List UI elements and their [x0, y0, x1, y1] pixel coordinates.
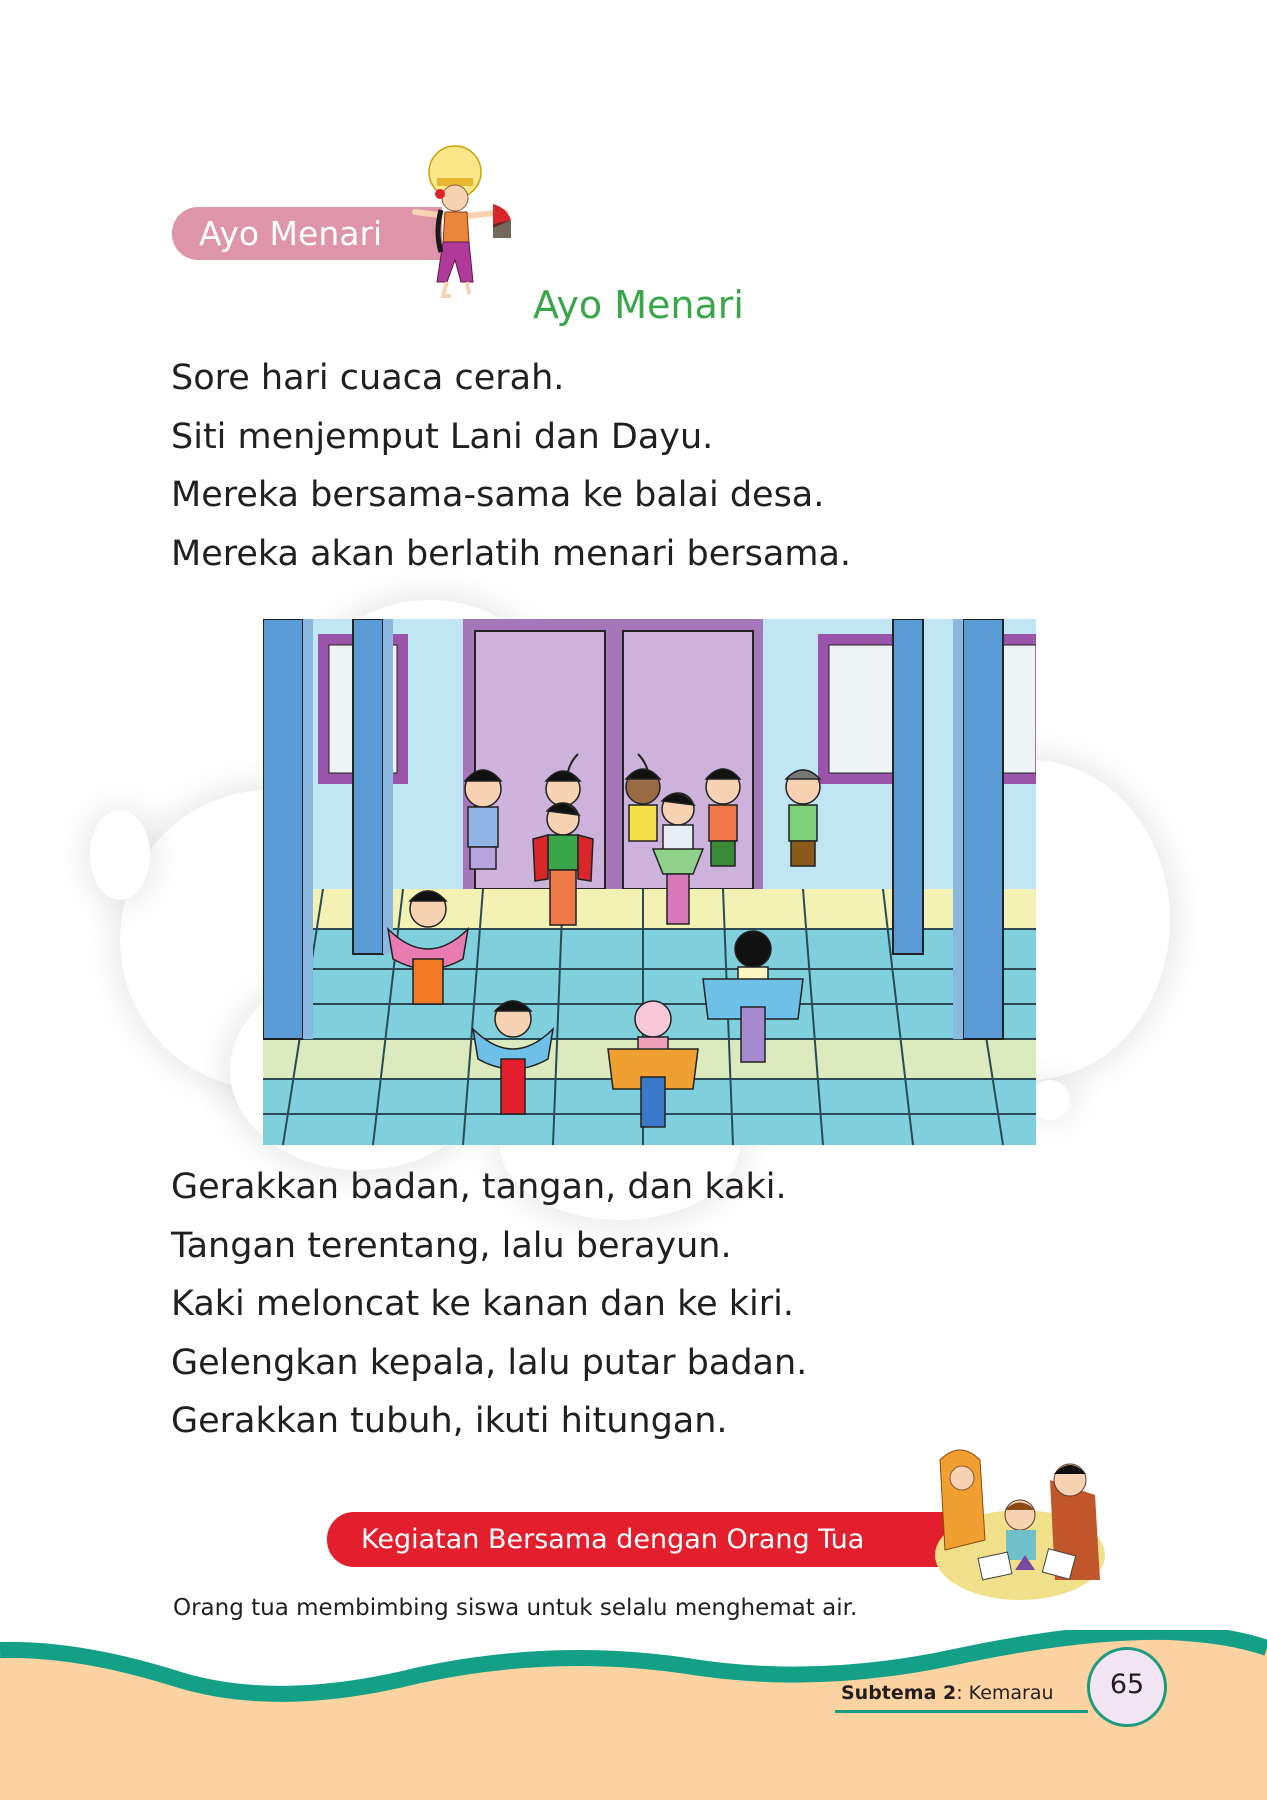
page-number: 65	[1087, 1647, 1167, 1727]
story-line: Sore hari cuaca cerah.	[171, 358, 565, 398]
parent-note: Orang tua membimbing siswa untuk selalu menghemat air.	[173, 1595, 858, 1621]
story-line: Mereka akan berlatih menari bersama.	[171, 533, 852, 574]
subtema-label	[841, 1681, 1054, 1705]
subtema-underline	[835, 1710, 1088, 1713]
subtema-name: : Kemarau	[956, 1682, 1054, 1704]
story-paragraph-2	[171, 1158, 807, 1451]
section-header-pill	[172, 207, 442, 260]
story-paragraph-1	[171, 349, 851, 583]
story-line: Gerakkan tubuh, ikuti hitungan.	[171, 1401, 728, 1441]
balinese-dancer-icon	[407, 142, 517, 302]
section-header-label: Ayo Menari	[199, 214, 383, 253]
story-line: Tangan terentang, lalu berayun.	[171, 1225, 732, 1266]
activity-header-label: Kegiatan Bersama dengan Orang Tua	[361, 1524, 865, 1555]
activity-header-pill	[327, 1512, 954, 1567]
story-line: Gelengkan kepala, lalu putar badan.	[171, 1342, 808, 1383]
story-line: Gerakkan badan, tangan, dan kaki.	[171, 1167, 787, 1207]
footer-wave-band	[0, 1630, 1267, 1800]
story-title: Ayo Menari	[533, 283, 744, 327]
story-line: Siti menjemput Lani dan Dayu.	[171, 416, 714, 457]
family-studying-icon	[920, 1440, 1110, 1600]
story-line: Mereka bersama-sama ke balai desa.	[171, 475, 825, 515]
children-dancing-illustration	[263, 619, 1036, 1145]
subtema-number: Subtema 2	[841, 1682, 957, 1704]
story-line: Kaki meloncat ke kanan dan ke kiri.	[171, 1284, 794, 1324]
